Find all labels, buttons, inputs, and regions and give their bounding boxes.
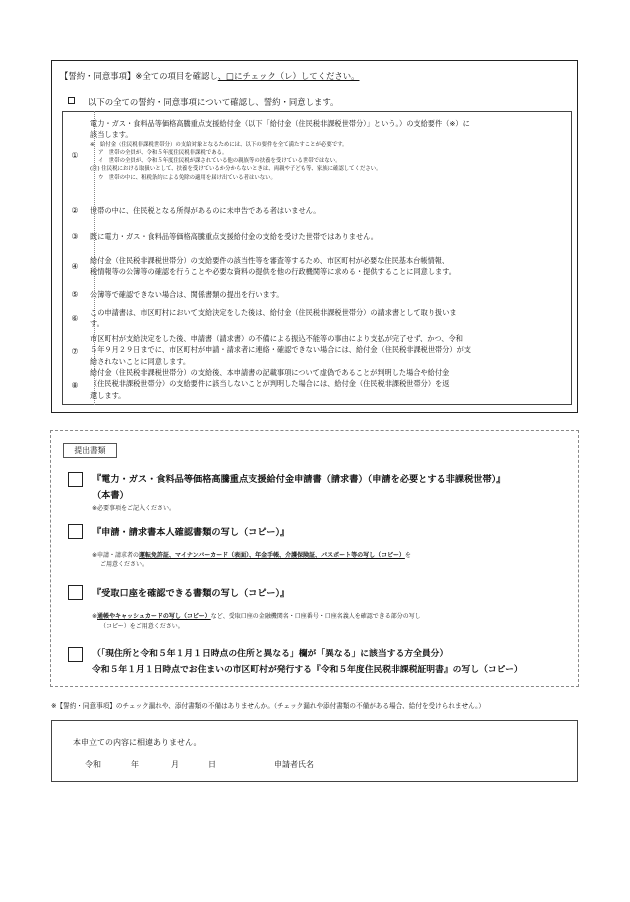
pledge-item-3: 既に電力・ガス・食料品等価格高騰重点支援給付金の支給を受けた世帯ではありません。 xyxy=(90,232,378,241)
pledge-item-1: 電力・ガス・食料品等価格高騰重点支援給付金（以下「給付金（住民税非課税世帯分）」という。）の支給要件（※）に 該当します。 ※ 給付金（住民税非課税世帯分）の支給対象となるためには、以下の要件を全て満たすことが必要です。 ア 世帯の全員が、令和５年度住民税非課税である。 イ 世帯の全員が、令和５年度住民税が課されている他の親族等の扶養を受けている世帯ではない。 (注) 住民税における取扱いとして、扶養を受けているか分からないときは、両親や子ども等、家族に確認してください。 ウ 世帯の中に、租税条約による免除の適用を届け出ている者はいない。 xyxy=(90,119,470,181)
document-note-application: ※必要事項をご記入ください。 xyxy=(92,505,176,512)
documents-label: 提出書類 xyxy=(63,443,117,458)
document-note-bank-2: （コピー）をご用意ください。 xyxy=(100,623,184,630)
date-year-label: 年 xyxy=(131,760,139,769)
pledge-item-6: この申請書は、市区町村において支給決定をした後は、給付金（住民税非課税世帯分）の請求書として取り扱いま す。 xyxy=(90,308,457,329)
pledge-item-number: ⑦ xyxy=(71,347,79,356)
pledge-item-number: ③ xyxy=(71,232,79,241)
pledge-item-number: ① xyxy=(71,151,79,160)
document-checkbox-id[interactable] xyxy=(68,524,83,539)
document-title-application: 『電力・ガス・食料品等価格高騰重点支援給付金申請書（請求書）（申請を必要とする非課税世帯）』 xyxy=(92,474,506,485)
document-note-id: ※申請・請求者の運転免許証、マイナンバーカード（表面）、年金手帳、介護保険証、パスポート等の写し（コピー）を xyxy=(92,552,411,559)
pledge-master-label: 以下の全ての誓約・同意事項について確認し、誓約・同意します。 xyxy=(88,97,339,107)
document-note-id-2: ご用意ください。 xyxy=(100,561,149,568)
date-era-label: 令和 xyxy=(85,760,101,769)
pledge-item-7: 市区町村が支給決定をした後、申請書（請求書）の不備による振込不能等の事由により支払が完了せず、かつ、令和 ５年９月２９日までに、市区町村が申請・請求者に連絡・確認できない場合には、給付金（住民税非課税世帯分）が支 給されないことに同意します。 xyxy=(90,334,471,366)
date-day-field[interactable] xyxy=(184,756,206,770)
check-reminder-note: ※【誓約・同意事項】のチェック漏れや、添付書類の不備はありませんか。（チェック漏れや添付書類の不備がある場合、給付を受けられません。） xyxy=(51,702,485,710)
date-month-label: 月 xyxy=(171,760,179,769)
date-day-label: 日 xyxy=(208,760,216,769)
declaration-text: 本申立ての内容に相違ありません。 xyxy=(73,738,202,747)
pledge-item-8: 給付金（住民税非課税世帯分）の支給後、本申請書の記載事項について虚偽であることが判明した場合や給付金 （住民税非課税世帯分）の支給要件に該当しないことが判明した場合には、給付金（住民税非課税世帯分）を返 還します。 xyxy=(90,368,450,400)
declaration-box xyxy=(51,720,578,782)
document-note-bank: ※通帳やキャッシュカードの写し（コピー）など、受取口座の金融機関名・口座番号・口座名義人を確認できる部分の写し xyxy=(92,613,421,620)
document-title-application-suffix: （本書） xyxy=(92,490,129,501)
pledge-item-number: ⑤ xyxy=(71,290,79,299)
pledge-item-4: 給付金（住民税非課税世帯分）の支給要件の該当性等を審査等するため、市区町村が必要な住民基本台帳情報、 税情報等の公簿等の確認を行うことや必要な資料の提供を他の行政機関等に求める・提供することに同意します。 xyxy=(90,256,456,277)
applicant-name-field[interactable] xyxy=(330,754,565,772)
document-title-tax-certificate: 令和５年１月１日時点でお住まいの市区町村が発行する『令和５年度住民税非課税証明書』の写し（コピー） xyxy=(92,665,523,675)
document-checkbox-tax-certificate[interactable] xyxy=(68,647,83,662)
applicant-name-label: 申請者氏名 xyxy=(274,760,314,769)
pledge-title: 【誓約・同意事項】※全ての項目を確認し、□にチェック（レ）してください。 xyxy=(60,71,360,81)
pledge-item-number: ② xyxy=(71,206,79,215)
pledge-item-number: ⑧ xyxy=(71,381,79,390)
date-month-field[interactable] xyxy=(144,756,168,770)
document-title-tax-condition: （「現住所と令和５年１月１日時点の住所と異なる」欄が「異なる」に該当する方全員分） xyxy=(92,649,449,659)
document-title-id: 『申請・請求書本人確認書類の写し（コピー）』 xyxy=(92,527,290,538)
document-checkbox-application[interactable] xyxy=(68,472,83,487)
pledge-master-checkbox[interactable] xyxy=(68,97,75,104)
date-year-field[interactable] xyxy=(104,756,128,770)
pledge-item-2: 世帯の中に、住民税となる所得があるのに未申告である者はいません。 xyxy=(90,206,321,215)
pledge-item-5: 公簿等で確認できない場合は、関係書類の提出を行います。 xyxy=(90,290,284,299)
document-title-bank: 『受取口座を確認できる書類の写し（コピー）』 xyxy=(92,588,290,599)
document-checkbox-bank[interactable] xyxy=(68,585,83,600)
pledge-item-number: ⑥ xyxy=(71,314,79,323)
pledge-item-number: ④ xyxy=(71,262,79,271)
